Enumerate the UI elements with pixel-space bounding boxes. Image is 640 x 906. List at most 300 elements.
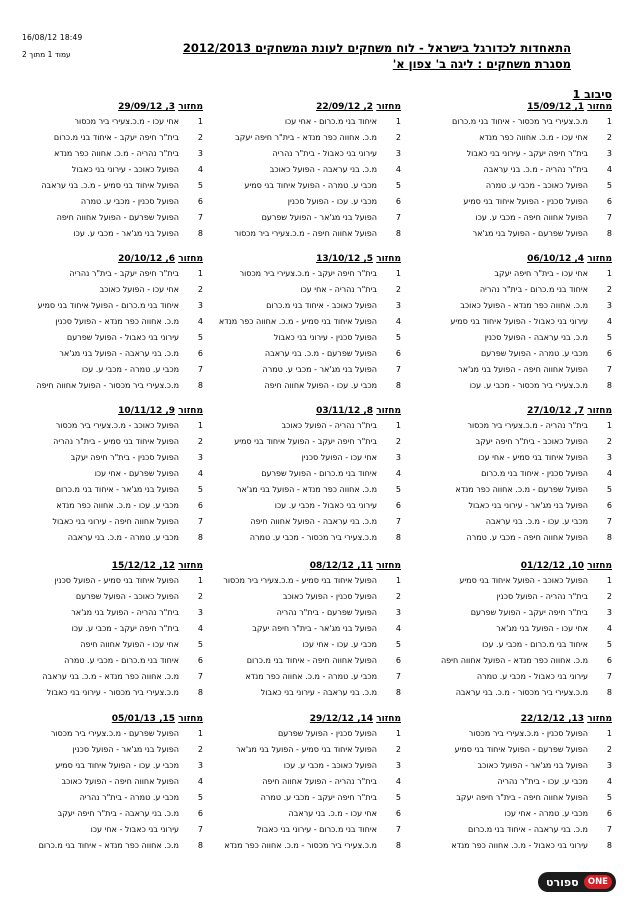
game-number: 3 [606, 453, 612, 463]
game-number: 2 [606, 592, 612, 602]
game-number: 7 [606, 516, 612, 526]
game-number: 3 [395, 608, 401, 618]
round-label: מחזור [376, 406, 401, 416]
game-row [211, 209, 401, 225]
page-title: התאחדות לכדורגל בישראל - לוח משחקים לעונת המשחקים 2012/2013 [182, 41, 571, 55]
round-heading [211, 101, 401, 114]
game-number: 6 [395, 196, 401, 206]
game-matchup: איחוד בני מ.כרום - בית"ר נהריה [479, 285, 588, 295]
game-row [422, 805, 612, 821]
game-matchup: בית"ר חיפה יעקב - איחוד בני מ.כרום [53, 133, 179, 143]
game-number: 6 [395, 655, 401, 665]
game-row [422, 193, 612, 209]
game-row [211, 621, 401, 637]
game-row [211, 178, 401, 194]
round-block [13, 405, 203, 545]
game-row [211, 361, 401, 377]
game-row [422, 726, 612, 742]
game-number: 6 [606, 348, 612, 358]
game-matchup: מ.כ. בני עראבה - הפועל סכנין [484, 333, 588, 342]
game-row [211, 790, 401, 806]
game-number: 4 [197, 469, 203, 479]
round-number: 8 [366, 406, 374, 416]
round-block [211, 405, 401, 545]
game-row [422, 146, 612, 162]
game-number: 6 [395, 348, 401, 358]
game-row [13, 130, 203, 146]
game-matchup: הפועל סכנין - עירוני בני כאבול [273, 333, 377, 342]
game-row [211, 837, 401, 853]
round-label: מחזור [178, 102, 203, 112]
round-block [422, 713, 612, 853]
game-row [13, 418, 203, 434]
game-number: 8 [395, 532, 401, 542]
round-separator: , [360, 406, 367, 416]
print-timestamp: 16/08/12 18:49 [22, 33, 83, 42]
game-matchup: מ.כ. בני עראבה - הפועל כאוכב [269, 165, 377, 175]
game-row [211, 637, 401, 653]
game-matchup: הפועל אחווה חיפה - הפועל בני מג'אר [458, 364, 588, 374]
game-matchup: הפועל סכנין - איחוד בני מ.כרום [481, 469, 588, 479]
game-number: 4 [197, 165, 203, 175]
game-number: 5 [395, 793, 401, 802]
round-date: 20/10/12 [118, 254, 163, 264]
game-number: 4 [395, 317, 401, 327]
game-row [211, 529, 401, 545]
game-matchup: מ.כ. אחווה כפר מנדא - הפועל סכנין [55, 317, 179, 327]
game-matchup: מ.כ. בני עראבה - עירוני בני כאבול [260, 687, 377, 697]
game-number: 8 [197, 687, 203, 697]
game-number: 5 [197, 485, 203, 494]
game-number: 8 [606, 532, 612, 542]
game-number: 2 [197, 133, 203, 143]
sport-logo [538, 872, 616, 892]
round-heading [13, 253, 203, 266]
game-matchup: מ.כ. אחווה כפר מנדא - מ.כ. בני עראבה [42, 671, 179, 681]
game-number: 3 [606, 149, 612, 159]
game-matchup: איחוד בני מ.כרום - מכבי ע. עכו [482, 640, 588, 649]
league-subtitle: מסגרת משחקים : ליגה ב' צפון א' [392, 57, 571, 71]
game-number: 5 [197, 640, 203, 649]
game-matchup: אחי עכו - הפועל כאוכב [99, 285, 179, 295]
game-row [211, 774, 401, 790]
game-number: 4 [606, 624, 612, 634]
round-number: 13 [571, 714, 585, 724]
round-date: 10/11/12 [118, 406, 163, 416]
game-number: 7 [395, 364, 401, 374]
game-row [211, 146, 401, 162]
game-matchup: עירוני בני כאבול - הפועל איחוד בני סמיע [450, 317, 588, 327]
game-matchup: הפועל שפרעם - הפועל בני מג'אר [472, 228, 588, 238]
game-matchup: מ.כ. אחווה כפר מנדא - הפועל בני מג'אר [236, 485, 377, 494]
game-matchup: מ.כ.צעירי ביר מכסור - איחוד בני מ.כרום [452, 117, 588, 127]
round-block [211, 713, 401, 853]
round-heading [422, 713, 612, 726]
game-number: 1 [197, 729, 203, 739]
round-block [422, 560, 612, 700]
game-number: 7 [606, 824, 612, 834]
game-number: 6 [197, 500, 203, 510]
round-number: 9 [168, 406, 176, 416]
game-number: 8 [197, 380, 203, 390]
game-matchup: אחי עכו - מ.כ. אחווה כפר מנדא [479, 133, 588, 143]
game-number: 4 [395, 165, 401, 175]
round-heading [13, 101, 203, 114]
round-heading [422, 101, 612, 114]
game-number: 5 [395, 333, 401, 342]
round-separator: , [162, 254, 169, 264]
game-row [13, 573, 203, 589]
game-row [13, 282, 203, 298]
game-number: 7 [606, 212, 612, 222]
game-number: 4 [395, 469, 401, 479]
round-date: 22/09/12 [316, 102, 361, 112]
game-matchup: הפועל איחוד בני סמיע - מ.כ.צעירי ביר מכסור [223, 576, 377, 586]
game-matchup: בית"ר נהריה - מ.כ. בני עראבה [483, 165, 588, 175]
game-matchup: הפועל כאוכב - הפועל איחוד בני סמיע [459, 576, 588, 586]
game-matchup: הפועל אחווה חיפה - בית"ר חיפה יעקב [456, 793, 588, 802]
game-number: 2 [395, 437, 401, 447]
round-block [422, 101, 612, 241]
round-date: 27/10/12 [527, 406, 572, 416]
game-row [422, 605, 612, 621]
game-matchup: עירוני בני כאבול - מכבי ע. טמרה [476, 671, 588, 681]
game-matchup: בית"ר חיפה יעקב - מכבי ע. עכו [71, 624, 179, 634]
game-row [13, 758, 203, 774]
game-row [211, 162, 401, 178]
game-row [211, 282, 401, 298]
game-matchup: מכבי ע. טמרה - מכבי ע. עכו [81, 364, 179, 374]
game-number: 4 [395, 777, 401, 787]
game-row [422, 497, 612, 513]
round-number: 5 [366, 254, 374, 264]
game-number: 2 [197, 437, 203, 447]
game-matchup: בית"ר נהריה - הפועל כאוכב [281, 421, 377, 431]
game-row [211, 266, 401, 282]
game-row [422, 450, 612, 466]
game-number: 6 [606, 655, 612, 665]
game-matchup: מכבי ע. עכו - הפועל אחווה חיפה [264, 380, 377, 390]
round-separator: , [155, 714, 163, 724]
game-number: 4 [606, 317, 612, 327]
game-number: 4 [197, 317, 203, 327]
game-number: 1 [395, 729, 401, 739]
game-number: 7 [606, 671, 612, 681]
game-number: 5 [197, 333, 203, 342]
game-matchup: בית"ר חיפה יעקב - מכבי ע. טמרה [260, 793, 377, 802]
page-number: עמוד 1 מתוך 2 [22, 50, 71, 59]
game-row [211, 605, 401, 621]
game-matchup: מ.כ.צעירי ביר מכסור - מכבי ע. עכו [469, 380, 588, 390]
game-row [13, 225, 203, 241]
game-row [422, 178, 612, 194]
game-row [422, 209, 612, 225]
game-number: 7 [197, 824, 203, 834]
game-row [211, 684, 401, 700]
round-number: 1 [577, 102, 585, 112]
round-separator: , [571, 406, 578, 416]
game-matchup: הפועל בני מג'אר - הפועל סכנין [72, 745, 179, 755]
game-matchup: בית"ר נהריה - מ.כ. אחווה כפר מנדא [54, 149, 179, 159]
game-matchup: הפועל אחווה חיפה - הפועל כאוכב [61, 777, 179, 787]
round-block [211, 253, 401, 393]
game-row [13, 497, 203, 513]
game-matchup: הפועל איחוד בני סמיע - מ.כ. בני עראבה [41, 181, 179, 190]
game-number: 5 [606, 640, 612, 649]
game-number: 7 [606, 364, 612, 374]
round-block [13, 713, 203, 853]
game-number: 7 [395, 212, 401, 222]
game-number: 4 [606, 165, 612, 175]
game-matchup: מכבי ע. עכו - מ.כ. אחווה כפר מנדא [56, 500, 179, 510]
game-row [422, 589, 612, 605]
game-matchup: אחי עכו - מ.כ. בני עראבה [288, 808, 377, 818]
game-number: 1 [197, 576, 203, 586]
game-number: 2 [197, 285, 203, 295]
game-number: 5 [197, 181, 203, 190]
game-row [13, 114, 203, 130]
game-matchup: מ.כ.צעירי ביר מכסור - מ.כ. אחווה כפר מנדא [224, 840, 377, 850]
game-number: 2 [395, 745, 401, 755]
game-number: 1 [197, 117, 203, 127]
round-number: 3 [168, 102, 176, 112]
game-row [13, 684, 203, 700]
game-number: 5 [606, 485, 612, 494]
game-matchup: הפועל שפרעם - מ.כ.צעירי ביר מכסור [50, 729, 179, 739]
round-block [211, 560, 401, 700]
game-number: 2 [606, 285, 612, 295]
game-row [211, 758, 401, 774]
game-row [211, 418, 401, 434]
game-matchup: מ.כ. בני עראבה - בית"ר חיפה יעקב [57, 808, 179, 818]
round-heading [13, 405, 203, 418]
round-heading [13, 713, 203, 726]
game-row [211, 805, 401, 821]
game-number: 1 [395, 421, 401, 431]
round-heading [211, 713, 401, 726]
game-matchup: הפועל אחווה חיפה - איחוד בני מ.כרום [246, 655, 377, 665]
game-row [211, 589, 401, 605]
game-number: 6 [395, 808, 401, 818]
game-row [13, 821, 203, 837]
game-row [13, 178, 203, 194]
game-number: 4 [197, 777, 203, 787]
game-row [422, 330, 612, 346]
game-row [422, 345, 612, 361]
round-label: מחזור [376, 561, 401, 571]
game-row [422, 821, 612, 837]
game-matchup: עירוני בני כאבול - מכבי ע. עכו [274, 500, 377, 510]
game-matchup: הפועל כאוכב - הפועל שפרעם [75, 592, 179, 602]
game-row [13, 774, 203, 790]
game-matchup: הפועל כאוכב - מכבי ע. טמרה [485, 181, 588, 190]
game-matchup: הפועל כאוכב - מ.כ.צעירי ביר מכסור [55, 421, 179, 431]
round-number: 15 [162, 714, 176, 724]
game-number: 8 [606, 380, 612, 390]
game-number: 1 [606, 729, 612, 739]
round-date: 22/12/12 [520, 714, 565, 724]
game-row [422, 466, 612, 482]
game-number: 8 [197, 840, 203, 850]
game-row [13, 668, 203, 684]
game-number: 3 [395, 453, 401, 463]
game-matchup: הפועל בני מג'אר - בית"ר חיפה יעקב [252, 624, 377, 634]
round-date: 08/12/12 [309, 561, 354, 571]
game-number: 4 [395, 624, 401, 634]
round-label: מחזור [178, 714, 203, 724]
game-row [422, 742, 612, 758]
game-number: 1 [395, 117, 401, 127]
game-number: 3 [606, 761, 612, 771]
round-block [422, 405, 612, 545]
game-matchup: הפועל שפרעם - מ.כ. בני עראבה [264, 348, 377, 358]
round-number: 14 [360, 714, 374, 724]
game-row [211, 482, 401, 498]
game-number: 1 [395, 576, 401, 586]
game-matchup: הפועל שפרעם - אחי עכו [94, 469, 179, 479]
game-number: 8 [395, 228, 401, 238]
game-row [211, 434, 401, 450]
game-number: 7 [197, 364, 203, 374]
game-matchup: איחוד בני מ.כרום - עירוני בני כאבול [257, 824, 377, 834]
game-matchup: הפועל כאוכב - מכבי ע. עכו [283, 761, 377, 771]
game-matchup: בית"ר נהריה - מ.כ.צעירי ביר מכסור [467, 421, 588, 431]
game-number: 5 [395, 640, 401, 649]
game-row [211, 513, 401, 529]
round-label: מחזור [587, 254, 612, 264]
round-separator: , [571, 102, 578, 112]
round-separator: , [162, 102, 169, 112]
game-matchup: איחוד בני מ.כרום - אחי עכו [284, 117, 377, 127]
game-row [211, 652, 401, 668]
game-row [13, 529, 203, 545]
round-date: 06/10/12 [527, 254, 572, 264]
game-matchup: מכבי ע. טמרה - בית"ר נהריה [79, 793, 179, 802]
round-date: 15/09/12 [527, 102, 572, 112]
round-separator: , [360, 102, 367, 112]
game-matchup: בית"ר נהריה - הפועל סכנין [496, 592, 588, 602]
game-matchup: הפועל אחווה חיפה - מכבי ע. עכו [475, 212, 588, 222]
round-separator: , [353, 714, 361, 724]
game-row [422, 637, 612, 653]
game-matchup: איחוד בני מ.כרום - מכבי ע. טמרה [64, 655, 179, 665]
game-matchup: הפועל סכנין - בית"ר חיפה יעקב [70, 453, 179, 463]
game-number: 2 [395, 133, 401, 143]
game-row [13, 637, 203, 653]
game-row [13, 209, 203, 225]
game-row [422, 513, 612, 529]
game-number: 6 [197, 655, 203, 665]
game-row [211, 225, 401, 241]
game-row [211, 330, 401, 346]
game-row [211, 668, 401, 684]
game-row [422, 130, 612, 146]
game-matchup: מ.כ. בני עראבה - הפועל אחווה חיפה [250, 516, 377, 526]
game-number: 1 [606, 269, 612, 279]
game-row [13, 742, 203, 758]
game-number: 1 [395, 269, 401, 279]
game-matchup: הפועל בני מג'אר - איחוד בני מ.כרום [55, 485, 179, 494]
game-matchup: מ.כ. אחווה כפר מנדא - הפועל אחווה חיפה [440, 655, 588, 665]
game-matchup: מ.כ. אחווה כפר מנדא - איחוד בני מ.כרום [38, 840, 179, 850]
game-number: 4 [197, 624, 203, 634]
game-row [422, 621, 612, 637]
game-row [13, 466, 203, 482]
game-matchup: מ.כ. בני עראבה - הפועל בני מג'אר [59, 348, 179, 358]
round-date: 03/11/12 [316, 406, 361, 416]
round-number: 6 [168, 254, 176, 264]
game-number: 2 [395, 592, 401, 602]
game-number: 6 [395, 500, 401, 510]
game-matchup: הפועל שפרעם - בית"ר נהריה [276, 608, 377, 618]
game-number: 7 [197, 516, 203, 526]
round-label: מחזור [587, 406, 612, 416]
game-matchup: אחי עכו - הפועל סכנין [301, 453, 377, 463]
game-matchup: הפועל אחווה חיפה - מ.כ.צעירי ביר מכסור [234, 228, 377, 238]
game-matchup: מ.כ.צעירי ביר מכסור - מכבי ע. טמרה [249, 532, 377, 542]
round-date: 05/01/13 [111, 714, 156, 724]
game-matchup: הפועל בני מג'אר - הפועל שפרעם [261, 212, 377, 222]
game-row [13, 330, 203, 346]
game-row [13, 298, 203, 314]
game-number: 1 [197, 269, 203, 279]
logo-text: ספורט [546, 875, 579, 889]
game-row [422, 529, 612, 545]
game-number: 8 [197, 228, 203, 238]
game-matchup: איחוד בני מ.כרום - הפועל שפרעם [261, 469, 377, 479]
game-row [211, 742, 401, 758]
game-row [13, 345, 203, 361]
round-date: 29/09/12 [118, 102, 163, 112]
game-row [422, 361, 612, 377]
game-row [422, 482, 612, 498]
game-number: 6 [606, 500, 612, 510]
round-label: מחזור [178, 561, 203, 571]
game-matchup: מכבי ע. טמרה - מ.כ. אחווה כפר מנדא [245, 671, 377, 681]
game-matchup: הפועל בני מג'אר - מכבי ע. טמרה [262, 364, 377, 374]
game-matchup: מכבי ע. עכו - הפועל סכנין [287, 196, 377, 206]
round-separator: , [353, 561, 361, 571]
game-row [13, 513, 203, 529]
game-row [422, 418, 612, 434]
game-row [13, 605, 203, 621]
game-row [13, 450, 203, 466]
game-matchup: בית"ר חיפה יעקב - הפועל איחוד בני סמיע [234, 437, 377, 447]
game-matchup: הפועל בני מג'אר - עירוני בני כאבול [468, 500, 588, 510]
game-row [13, 837, 203, 853]
round-number: 12 [162, 561, 176, 571]
game-matchup: הפועל שפרעם - הפועל אחווה חיפה [56, 212, 179, 222]
game-matchup: הפועל כאוכב - בית"ר חיפה יעקב [475, 437, 588, 447]
game-matchup: מכבי ע. טמרה - הפועל איחוד בני סמיע [244, 181, 377, 190]
round-separator: , [360, 254, 367, 264]
game-matchup: מכבי ע. טמרה - הפועל שפרעם [480, 348, 588, 358]
game-matchup: אחי עכו - הפועל בני מג'אר [496, 624, 588, 634]
game-row [211, 573, 401, 589]
game-row [422, 114, 612, 130]
game-row [13, 434, 203, 450]
game-matchup: מ.כ. אחווה כפר מנדא - בית"ר חיפה יעקב [235, 133, 377, 143]
game-matchup: אחי עכו - מ.כ.צעירי ביר מכסור [74, 117, 179, 127]
game-matchup: מ.כ. בני עראבה - איחוד בני מ.כרום [468, 824, 588, 834]
game-matchup: מכבי ע. טמרה - אחי עכו [504, 808, 588, 818]
game-row [13, 726, 203, 742]
round-label: מחזור [376, 102, 401, 112]
round-heading [422, 253, 612, 266]
round-heading [211, 405, 401, 418]
game-matchup: הפועל סכנין - הפועל איחוד בני סמיע [463, 196, 588, 206]
game-number: 3 [395, 761, 401, 771]
